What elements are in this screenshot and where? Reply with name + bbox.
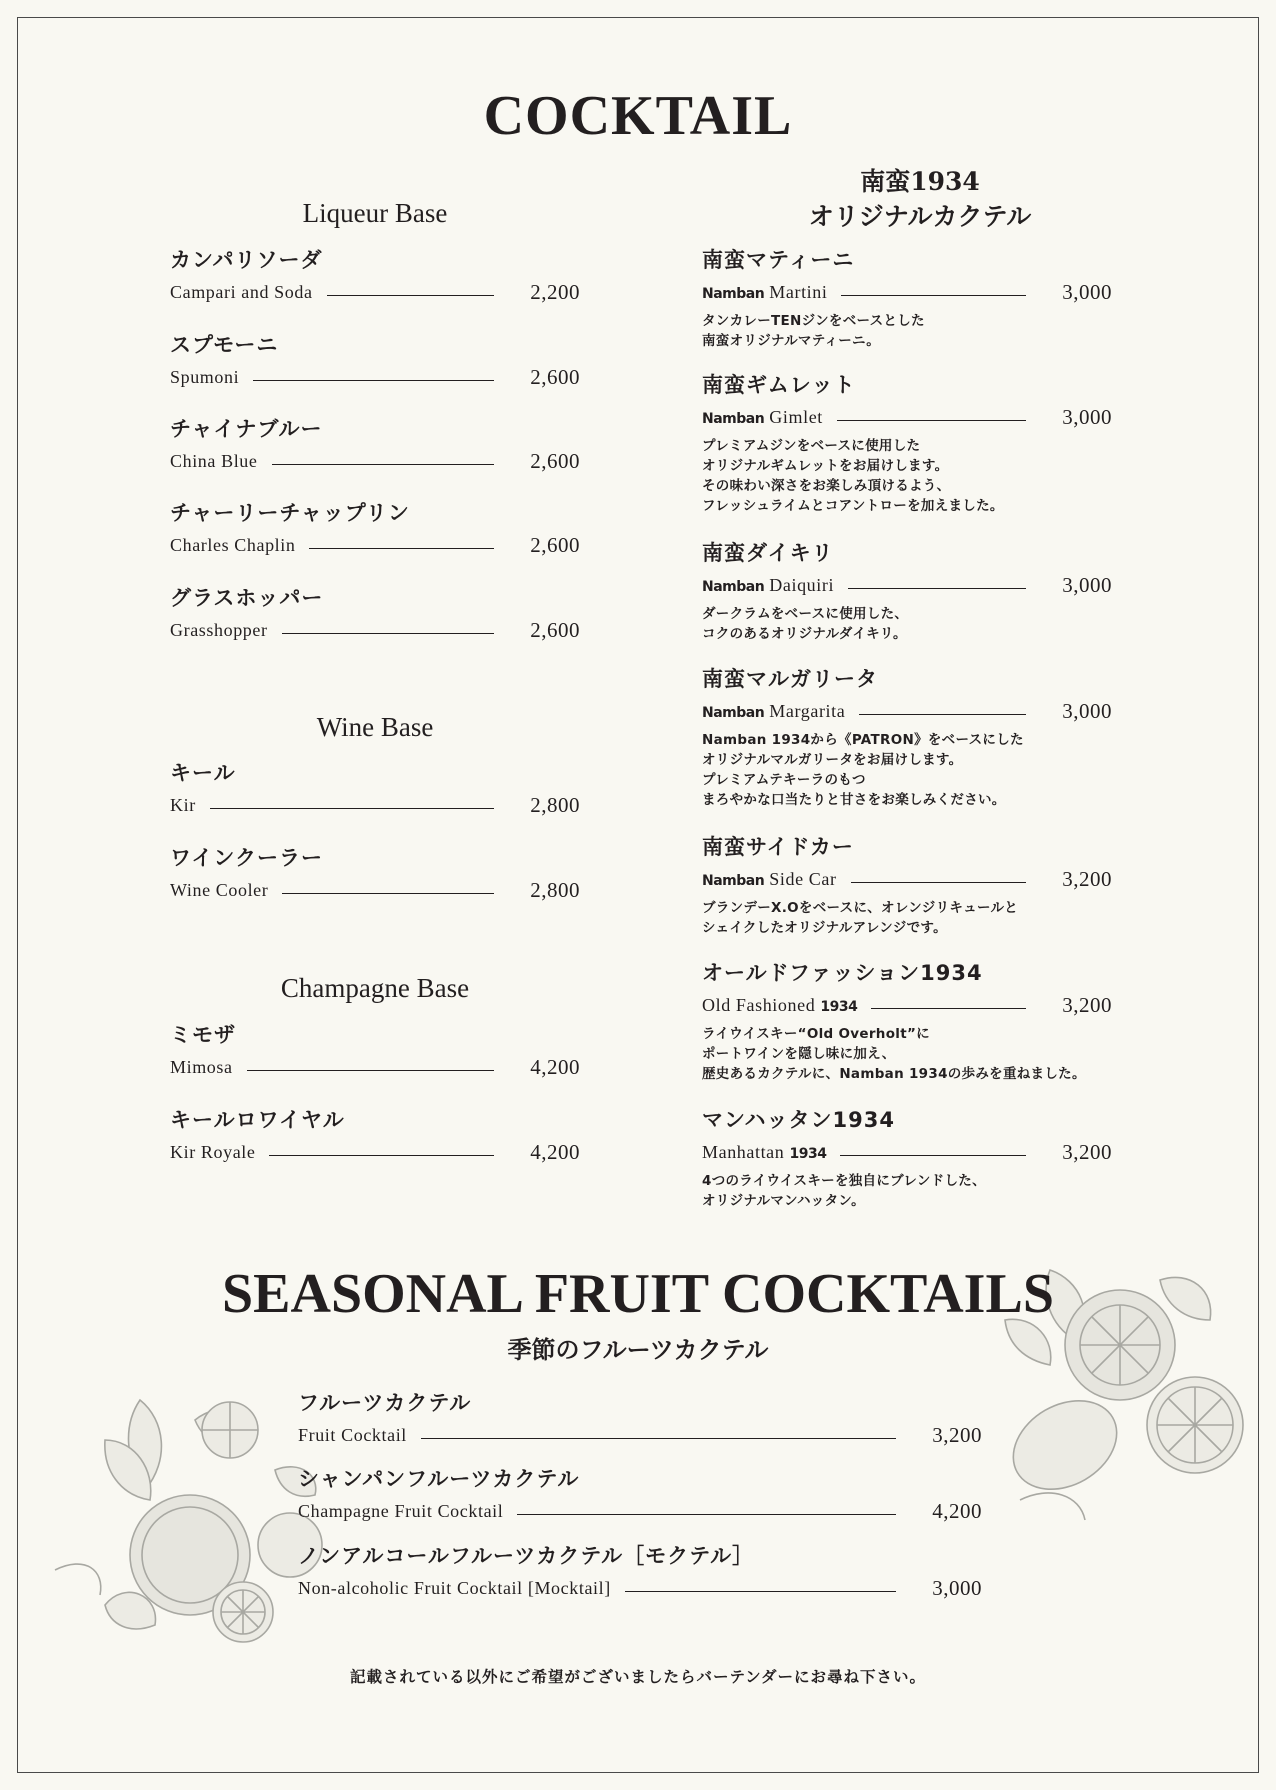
item-jp-name: チャイナブルー: [170, 417, 323, 441]
item-price: 3,000: [932, 1575, 982, 1600]
leader-line: [282, 893, 494, 894]
leader-line: [859, 714, 1026, 715]
leader-line: [837, 420, 1026, 421]
item-description: プレミアムジンをベースに使用した オリジナルギムレットをお届けします。 その味わい深さをお楽しみ頂けるよう、 フレッシュライムとコアントローを加えました。: [702, 438, 1004, 514]
item-en-name: Namban Martini: [702, 281, 828, 302]
liqueur-base-heading: Liqueur Base: [302, 198, 448, 228]
champagne-base-heading: Champagne Base: [280, 973, 470, 1003]
item-en-name: China Blue: [170, 450, 258, 471]
item-en-name: Spumoni: [170, 366, 240, 387]
menu-item: [702, 370, 1112, 516]
item-jp-name: カンパリソーダ: [170, 248, 323, 272]
item-en-name: Namban Daiquiri: [702, 574, 835, 595]
seasonal-subtitle: 季節のフルーツカクテル: [507, 1336, 769, 1364]
item-price: 2,800: [530, 792, 580, 817]
menu-item: [702, 245, 1112, 351]
page-title: COCKTAIL: [483, 85, 793, 147]
item-jp-name: 南蛮マルガリータ: [702, 667, 878, 691]
item-jp-name: 南蛮サイドカー: [702, 835, 854, 859]
item-description: 4つのライウイスキーを独自にブレンドした、 オリジナルマンハッタン。: [702, 1173, 986, 1209]
leader-line: [841, 295, 1026, 296]
item-price: 4,200: [530, 1139, 580, 1164]
leader-line: [282, 633, 494, 634]
item-jp-name: オールドファッション1934: [702, 961, 983, 985]
menu-item: [298, 1388, 982, 1450]
menu-item: [298, 1541, 982, 1603]
leader-line: [871, 1008, 1026, 1009]
menu-item: [170, 1020, 580, 1082]
item-jp-name: キールロワイヤル: [170, 1108, 345, 1132]
menu-item: [170, 498, 580, 560]
item-jp-name: キール: [170, 761, 236, 785]
citrus-illustration-left: [45, 1380, 335, 1650]
item-price: 2,200: [530, 279, 580, 304]
leader-line: [210, 808, 494, 809]
item-description: ダークラムをベースに使用した、 コクのあるオリジナルダイキリ。: [702, 606, 909, 642]
item-en-name: Namban Gimlet: [702, 406, 823, 427]
leader-line: [517, 1514, 896, 1515]
item-price: 2,600: [530, 617, 580, 642]
menu-item: [702, 958, 1142, 1084]
item-description: タンカレーTENジンをベースとした 南蛮オリジナルマティーニ。: [702, 313, 925, 349]
leader-line: [269, 1155, 494, 1156]
item-jp-name: グラスホッパー: [170, 586, 324, 610]
item-description: Namban 1934から《PATRON》をベースにした オリジナルマルガリータをお届けします。 プレミアムテキーラのもつ まろやかな口当たりと甘さをお楽しみください。: [702, 732, 1024, 808]
original-heading-line1: 南蛮1934: [860, 167, 980, 196]
item-en-name: Wine Cooler: [170, 879, 269, 900]
item-price: 4,200: [530, 1054, 580, 1079]
item-jp-name: ミモザ: [170, 1023, 236, 1047]
item-jp-name: マンハッタン1934: [702, 1108, 895, 1132]
menu-item: [170, 843, 580, 905]
item-en-name: Old Fashioned 1934: [702, 994, 858, 1015]
item-price: 3,000: [1062, 572, 1112, 597]
menu-item: [702, 1105, 1112, 1211]
item-jp-name: ワインクーラー: [170, 846, 323, 870]
item-price: 3,000: [1062, 698, 1112, 723]
leader-line: [253, 380, 494, 381]
item-en-name: Namban Margarita: [702, 700, 846, 721]
item-price: 3,000: [1062, 279, 1112, 304]
menu-item: [170, 414, 580, 476]
menu-item: [170, 758, 580, 820]
menu-item: [702, 664, 1142, 810]
item-jp-name: シャンパンフルーツカクテル: [298, 1467, 580, 1491]
original-cocktail-heading: [700, 164, 1140, 234]
original-heading-line2: オリジナルカクテル: [808, 202, 1032, 231]
item-price: 3,200: [932, 1422, 982, 1447]
leader-line: [247, 1070, 494, 1071]
menu-item: [702, 832, 1112, 938]
item-en-name: Kir Royale: [170, 1141, 256, 1162]
item-description: ブランデーX.Oをベースに、オレンジリキュールと シェイクしたオリジナルアレンジです。: [702, 900, 1019, 936]
item-en-name: Fruit Cocktail: [298, 1424, 407, 1445]
item-price: 3,200: [1062, 992, 1112, 1017]
item-en-name: Champagne Fruit Cocktail: [298, 1500, 504, 1521]
item-price: 3,000: [1062, 404, 1112, 429]
menu-item: [170, 583, 580, 645]
leader-line: [625, 1591, 896, 1592]
item-price: 4,200: [932, 1498, 982, 1523]
item-en-name: Grasshopper: [170, 619, 268, 640]
item-price: 2,600: [530, 364, 580, 389]
menu-item: [170, 330, 580, 392]
item-jp-name: フルーツカクテル: [298, 1391, 472, 1415]
item-jp-name: 南蛮マティーニ: [702, 248, 855, 272]
wine-base-heading: Wine Base: [316, 712, 434, 742]
seasonal-title: SEASONAL FRUIT COCKTAILS: [222, 1263, 1054, 1325]
menu-item: [702, 538, 1112, 644]
item-jp-name: 南蛮ギムレット: [702, 373, 856, 397]
item-jp-name: ノンアルコールフルーツカクテル［モクテル］: [298, 1544, 755, 1568]
item-jp-name: チャーリーチャップリン: [170, 501, 410, 525]
item-description: ライウイスキー“Old Overholt”に ポートワインを隠し味に加え、 歴史あるカクテルに、Namban 1934の歩みを重ねました。: [702, 1026, 1086, 1082]
leader-line: [851, 882, 1026, 883]
item-jp-name: スプモーニ: [170, 333, 279, 357]
item-en-name: Non-alcoholic Fruit Cocktail [Mocktail]: [298, 1577, 611, 1598]
item-en-name: Kir: [170, 794, 196, 815]
menu-item: [298, 1464, 982, 1526]
item-price: 2,600: [530, 448, 580, 473]
item-en-name: Mimosa: [170, 1056, 233, 1077]
leader-line: [327, 295, 494, 296]
item-en-name: Manhattan 1934: [702, 1141, 827, 1162]
leader-line: [272, 464, 495, 465]
item-en-name: Charles Chaplin: [170, 534, 296, 555]
leader-line: [848, 588, 1026, 589]
footer-note: 記載されている以外にご希望がございましたらバーテンダーにお尋ね下さい。: [349, 1668, 927, 1686]
leader-line: [840, 1155, 1026, 1156]
item-price: 2,800: [530, 877, 580, 902]
item-en-name: Namban Side Car: [702, 868, 837, 889]
leader-line: [421, 1438, 896, 1439]
leader-line: [309, 548, 494, 549]
menu-item: [170, 245, 580, 307]
item-en-name: Campari and Soda: [170, 281, 313, 302]
item-price: 3,200: [1062, 866, 1112, 891]
item-price: 2,600: [530, 532, 580, 557]
item-jp-name: 南蛮ダイキリ: [702, 541, 834, 565]
item-price: 3,200: [1062, 1139, 1112, 1164]
menu-item: [170, 1105, 580, 1167]
